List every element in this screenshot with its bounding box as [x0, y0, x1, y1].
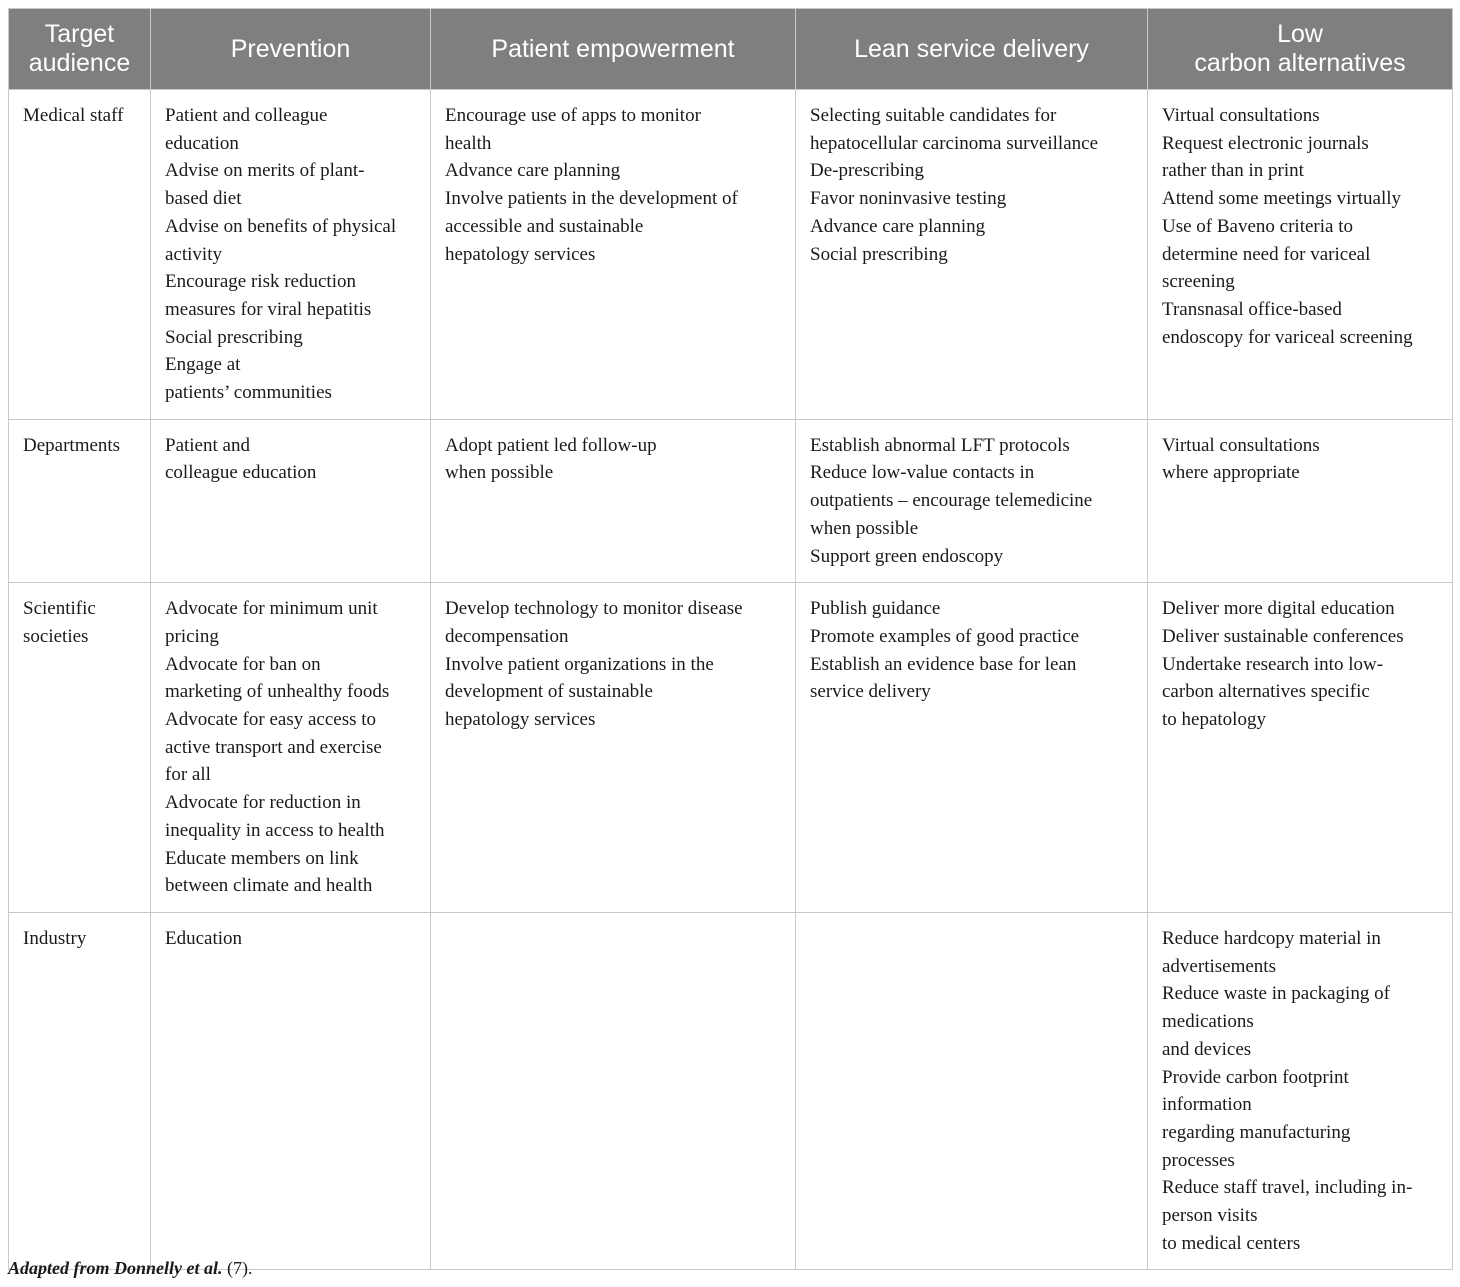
cell-audience: Medical staff	[9, 90, 151, 420]
cell-line: Education	[165, 927, 243, 949]
cell-line: when possible	[810, 517, 919, 539]
cell-line: to medical centers	[1162, 1232, 1301, 1254]
cell-line: Advocate for reduction in	[165, 792, 361, 814]
cell-lowcarbon	[1148, 419, 1453, 583]
cell-line: Deliver sustainable conferences	[1162, 625, 1404, 647]
caption-reference: (7).	[222, 1258, 253, 1278]
cell-audience: Departments	[9, 419, 151, 583]
cell-line: inequality in access to health	[165, 819, 385, 841]
table-caption	[8, 1258, 253, 1279]
header-lean-service-delivery: Lean service delivery	[796, 9, 1148, 90]
cell-prevention	[151, 583, 431, 913]
table-row-scientific-societies	[9, 583, 1453, 913]
cell-line: Reduce waste in packaging of	[1162, 983, 1390, 1005]
cell-line: Advocate for minimum unit	[165, 598, 378, 620]
table-container	[8, 8, 1452, 1270]
cell-line: Request electronic journals	[1162, 132, 1369, 154]
cell-line: Deliver more digital education	[1162, 598, 1395, 620]
strategies-table	[8, 8, 1453, 1270]
cell-line: activity	[165, 243, 222, 265]
cell-line: based diet	[165, 188, 242, 210]
cell-line: accessible and sustainable	[445, 215, 644, 237]
cell-line: information	[1162, 1094, 1252, 1116]
cell-line: marketing of unhealthy foods	[165, 681, 390, 703]
cell-line: Support green endoscopy	[810, 545, 1004, 567]
cell-line: active transport and exercise	[165, 736, 382, 758]
caption-source: Adapted from Donnelly et al.	[8, 1258, 223, 1278]
cell-line: measures for viral hepatitis	[165, 298, 372, 320]
cell-line: Encourage use of apps to monitor	[445, 105, 701, 126]
cell-prevention	[151, 912, 431, 1269]
cell-empowerment	[431, 912, 796, 1269]
cell-line: Advance care planning	[445, 160, 621, 182]
cell-line: when possible	[445, 462, 554, 484]
cell-line: between climate and health	[165, 875, 373, 897]
cell-line: decompensation	[445, 625, 569, 647]
cell-line: development of sustainable	[445, 681, 653, 703]
cell-line: Favor noninvasive testing	[810, 188, 1007, 210]
cell-prevention	[151, 90, 431, 420]
cell-line: Reduce staff travel, including in-	[1162, 1177, 1413, 1199]
cell-lean	[796, 90, 1148, 420]
cell-line: Adopt patient led follow-up	[445, 434, 657, 456]
cell-line: medications	[1162, 1011, 1254, 1033]
cell-line: Provide carbon footprint	[1162, 1066, 1349, 1088]
cell-line: hepatocellular carcinoma surveillance	[810, 132, 1099, 154]
cell-line: Social prescribing	[810, 243, 948, 265]
table-body	[9, 90, 1453, 1270]
cell-line: Establish abnormal LFT protocols	[810, 434, 1070, 456]
cell-line: advertisements	[1162, 955, 1276, 977]
cell-line: pricing	[165, 625, 219, 647]
cell-line: Reduce hardcopy material in	[1162, 927, 1381, 949]
cell-prevention	[151, 419, 431, 583]
cell-line: colleague education	[165, 462, 317, 484]
cell-line: regarding manufacturing	[1162, 1121, 1351, 1143]
cell-line: patients’ communities	[165, 382, 332, 404]
cell-lean	[796, 419, 1148, 583]
header-patient-empowerment: Patient empowerment	[431, 9, 796, 90]
header-prevention: Prevention	[151, 9, 431, 90]
cell-line: Engage at	[165, 354, 241, 376]
cell-line: carbon alternatives specific	[1162, 681, 1370, 703]
cell-line: where appropriate	[1162, 462, 1300, 484]
cell-empowerment	[431, 583, 796, 913]
cell-line: Virtual consultations	[1162, 434, 1320, 456]
cell-line: determine need for variceal	[1162, 243, 1371, 265]
cell-audience: Industry	[9, 912, 151, 1269]
cell-line: Encourage risk reduction	[165, 271, 356, 293]
cell-line: for all	[165, 764, 211, 786]
cell-line: outpatients – encourage telemedicine	[810, 490, 1093, 512]
cell-line: Advise on merits of plant-	[165, 160, 365, 182]
cell-line: education	[165, 132, 239, 154]
table-row-departments	[9, 419, 1453, 583]
header-row	[9, 9, 1453, 90]
cell-line: De-prescribing	[810, 160, 924, 182]
cell-empowerment	[431, 90, 796, 420]
cell-lowcarbon	[1148, 90, 1453, 420]
cell-line: hepatology services	[445, 709, 596, 731]
cell-line: Develop technology to monitor disease	[445, 598, 743, 620]
cell-line: Attend some meetings virtually	[1162, 188, 1402, 210]
cell-line: screening	[1162, 271, 1235, 293]
cell-lean	[796, 583, 1148, 913]
cell-line: Virtual consultations	[1162, 105, 1320, 126]
cell-line: processes	[1162, 1149, 1235, 1171]
cell-line: service delivery	[810, 681, 931, 703]
cell-line: Establish an evidence base for lean	[810, 653, 1077, 675]
cell-lean	[796, 912, 1148, 1269]
cell-line: hepatology services	[445, 243, 596, 265]
cell-line: Involve patients in the development of	[445, 188, 738, 210]
cell-line: Educate members on link	[165, 847, 359, 869]
table-row-medical-staff	[9, 90, 1453, 420]
cell-line: Patient and colleague	[165, 105, 328, 126]
cell-line: rather than in print	[1162, 160, 1304, 182]
table-row-industry	[9, 912, 1453, 1269]
cell-line: Advance care planning	[810, 215, 986, 237]
cell-lowcarbon	[1148, 912, 1453, 1269]
cell-line: Use of Baveno criteria to	[1162, 215, 1353, 237]
cell-line: and devices	[1162, 1038, 1252, 1060]
cell-audience: Scientific societies	[9, 583, 151, 913]
cell-empowerment	[431, 419, 796, 583]
header-low-carbon-alternatives: Low carbon alternatives	[1148, 9, 1453, 90]
cell-line: Social prescribing	[165, 326, 303, 348]
cell-line: endoscopy for variceal screening	[1162, 326, 1413, 348]
cell-line: Publish guidance	[810, 598, 941, 620]
cell-line: Promote examples of good practice	[810, 625, 1080, 647]
cell-line: Selecting suitable candidates for	[810, 105, 1057, 126]
cell-line: person visits	[1162, 1205, 1258, 1227]
cell-line: Reduce low-value contacts in	[810, 462, 1035, 484]
cell-line: Patient and	[165, 434, 250, 456]
cell-line: Advocate for easy access to	[165, 709, 377, 731]
cell-line: Involve patient organizations in the	[445, 653, 714, 675]
cell-line: Advocate for ban on	[165, 653, 321, 675]
cell-line: to hepatology	[1162, 709, 1266, 731]
cell-line: health	[445, 132, 492, 154]
cell-lowcarbon	[1148, 583, 1453, 913]
header-target-audience: Target audience	[9, 9, 151, 90]
cell-line: Advise on benefits of physical	[165, 215, 397, 237]
cell-line: Undertake research into low-	[1162, 653, 1384, 675]
cell-line: Transnasal office-based	[1162, 298, 1342, 320]
